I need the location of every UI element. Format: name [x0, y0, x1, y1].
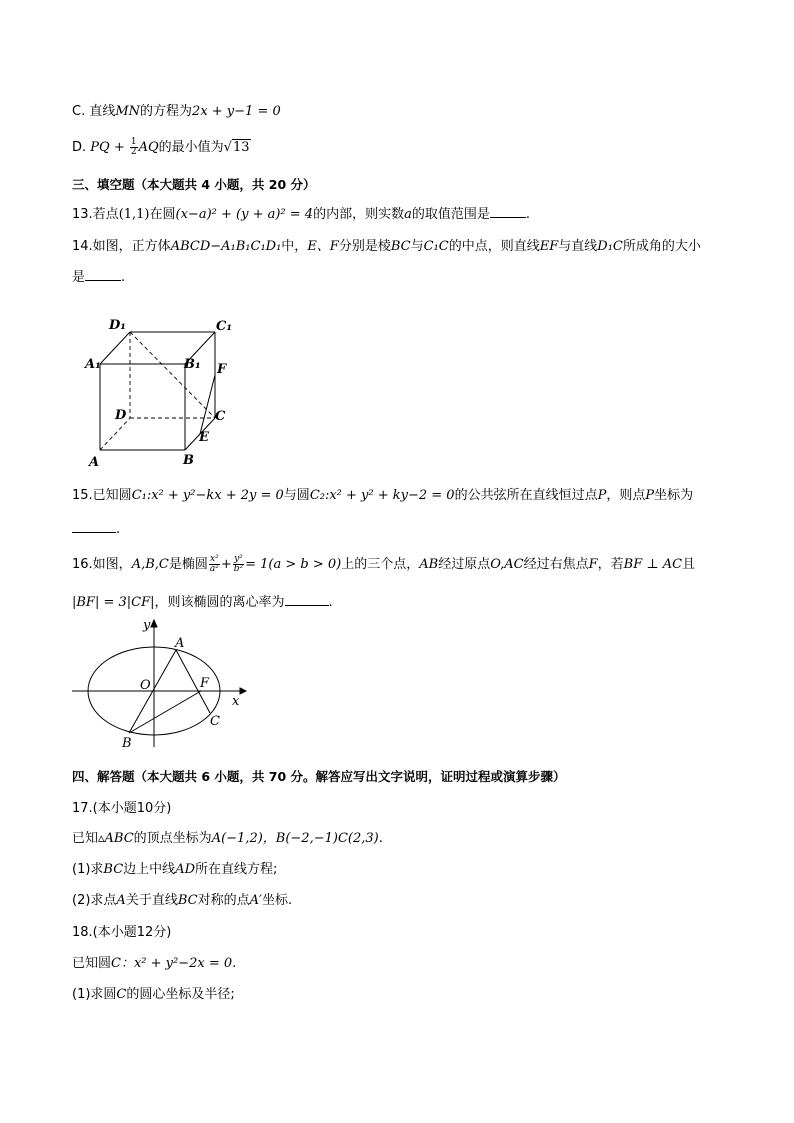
question-16: 16.如图，A,B,C是椭圆 $\frac{\text{x²}}{\text{a²}}$ + $\frac{\text{y²}}{\text{b²}}$ = 1(a > b > 0)上的三个点，AB经过原点O,AC经过右焦点F，若BF ⊥ AC且: [72, 554, 696, 574]
question-17-head: 17.(本小题10分): [72, 801, 172, 816]
answer-blank: [85, 268, 121, 281]
segment-EF: [200, 375, 215, 434]
answer-blank: [490, 205, 526, 218]
label-O: O: [140, 678, 151, 693]
question-17-part2: (2)求点A关于直线BC对称的点A′坐标.: [72, 893, 293, 908]
x-axis-arrow: [240, 688, 246, 694]
question-18-head: 18.(本小题12分): [72, 925, 172, 940]
label-A: A: [175, 636, 185, 651]
label-C1: C₁: [216, 319, 233, 334]
label-E: E: [199, 430, 209, 445]
segment-BF: [129, 691, 201, 733]
fraction-x2-a2: $\frac{\text{x²}}{\text{a²}}$: [209, 554, 219, 574]
radicand: 13: [232, 140, 250, 155]
question-15: 15.已知圆C₁:x² + y²−kx + 2y = 0与圆C₂:x² + y² + ky−2 = 0的公共弦所在直线恒过点P，则点P坐标为: [72, 488, 694, 503]
label-C: C: [210, 714, 220, 729]
label-B: B: [183, 453, 194, 468]
y-axis-arrow: [151, 620, 157, 627]
question-14-line2: 是 .: [72, 270, 126, 285]
option-d: D. PQ + $\frac{1}{2}$ AQ的最小值为√13: [72, 137, 250, 157]
question-17-part1: (1)求BC边上中线AD所在直线方程;: [72, 862, 278, 877]
question-14: 14.如图，正方体ABCD−A₁B₁C₁D₁中，E、F分别是棱BC与C₁C的中点，则直线EF与直线D₁C所成角的大小: [72, 239, 701, 254]
section3-title: 三、填空题（本大题共 4 小题，共 20 分）: [72, 177, 316, 192]
label-F: F: [200, 676, 210, 691]
answer-blank: [285, 593, 329, 606]
label-F: F: [217, 362, 227, 377]
question-15-line2: .: [72, 520, 120, 539]
label-A1: A₁: [85, 357, 101, 372]
option-c: C. 直线MN的方程为2x + y−1 = 0: [72, 104, 281, 119]
question-18-stem: 已知圆C：x² + y²−2x = 0.: [72, 956, 237, 971]
question-16-line2: |BF| = 3|CF|，则该椭圆的离心率为 .: [72, 595, 333, 610]
answer-blank: [72, 520, 116, 533]
label-A: A: [89, 455, 100, 470]
ellipse-figure: [68, 615, 258, 755]
question-17-stem: 已知▵ABC的顶点坐标为A(−1,2)，B(−2,−1)C(2,3).: [72, 831, 383, 846]
section4-title: 四、解答题（本大题共 6 小题，共 70 分。解答应写出文字说明，证明过程或演算步骤）: [72, 769, 566, 784]
question-13: 13.若点(1,1)在圆(x−a)² + (y + a)² = 4的内部，则实数a的取值范围是 .: [72, 207, 530, 222]
label-B1: B₁: [184, 357, 201, 372]
label-C: C: [215, 409, 226, 424]
label-D: D: [115, 408, 127, 423]
label-y: y: [143, 618, 151, 633]
question-18-part1: (1)求圆C的圆心坐标及半径;: [72, 987, 235, 1002]
label-B: B: [122, 736, 132, 751]
label-x: x: [232, 694, 240, 709]
fraction-y2-b2: $\frac{\text{y²}}{\text{b²}}$: [233, 554, 244, 574]
label-D1: D₁: [109, 318, 126, 333]
edge-A1D1: [100, 332, 130, 364]
fraction-half: $\frac{1}{2}$: [130, 137, 137, 157]
cube-figure: [82, 312, 242, 472]
